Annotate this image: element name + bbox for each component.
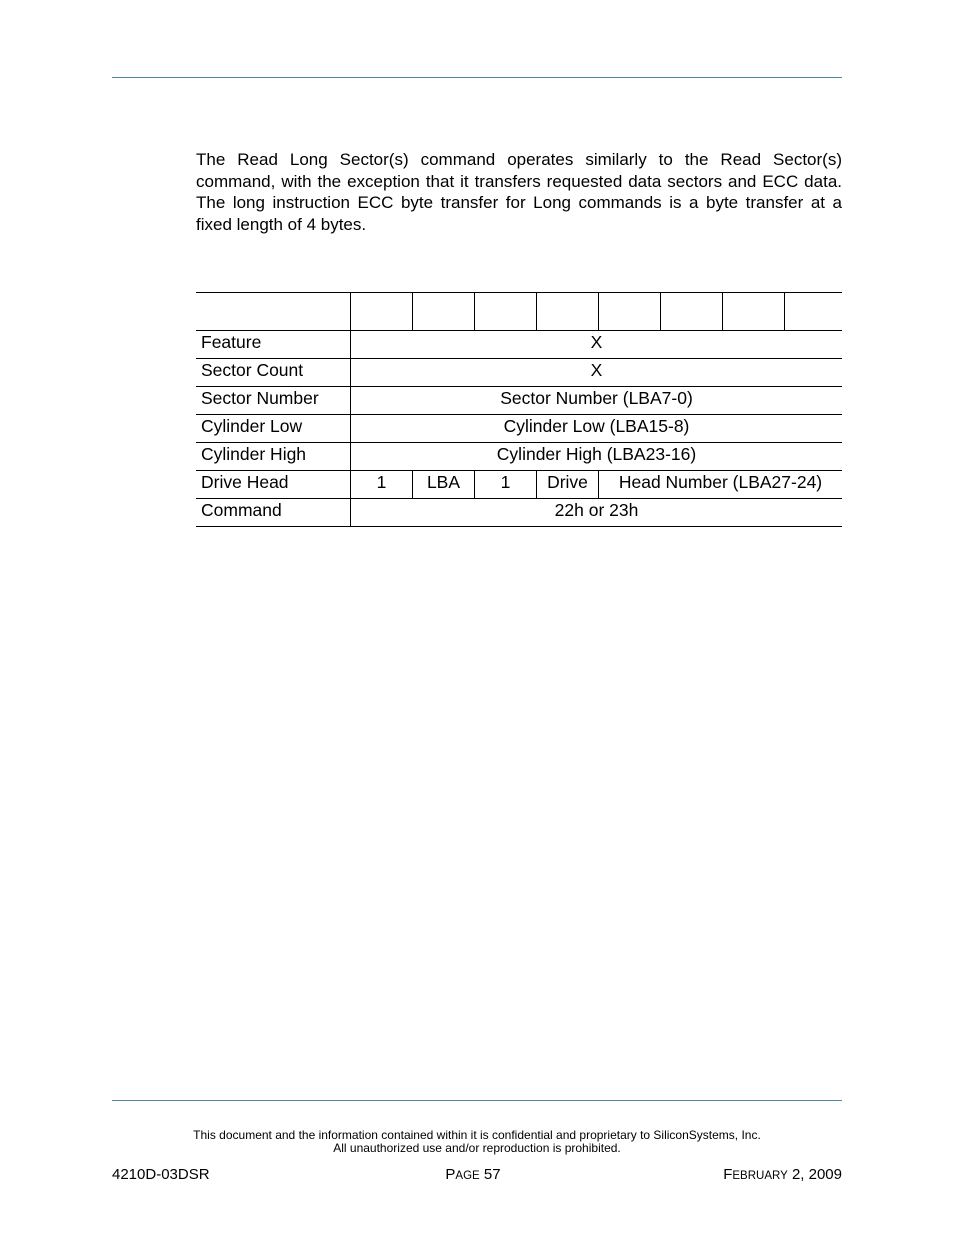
register-name: Sector Number — [196, 387, 351, 415]
document-date: FEBRUARY 2, 2009 — [723, 1166, 842, 1183]
head-number-value: Head Number (LBA27-24) — [599, 471, 843, 499]
register-value: 22h or 23h — [351, 499, 843, 527]
header-cell — [413, 293, 475, 331]
register-value: Sector Number (LBA7-0) — [351, 387, 843, 415]
header-cell — [723, 293, 785, 331]
footer-line — [112, 1166, 842, 1186]
header-rule — [112, 77, 842, 78]
bit6-value: LBA — [413, 471, 475, 499]
header-cell — [537, 293, 599, 331]
header-cell — [351, 293, 413, 331]
bit5-value: 1 — [475, 471, 537, 499]
register-value: Cylinder Low (LBA15-8) — [351, 415, 843, 443]
register-value: X — [351, 359, 843, 387]
confidentiality-notice: This document and the information contained within it is confidential and proprietary to SiliconSystems, Inc. — [193, 1128, 761, 1142]
register-name: Cylinder Low — [196, 415, 351, 443]
header-cell — [661, 293, 723, 331]
register-name: Drive Head — [196, 471, 351, 499]
bit7-value: 1 — [351, 471, 413, 499]
header-cell — [475, 293, 537, 331]
reproduction-notice: All unauthorized use and/or reproduction is prohibited. — [333, 1141, 621, 1155]
table-row — [196, 499, 842, 527]
document-id: 4210D-03DSR — [112, 1166, 210, 1183]
register-value: Cylinder High (LBA23-16) — [351, 443, 843, 471]
register-name: Sector Count — [196, 359, 351, 387]
footer-rule — [112, 1100, 842, 1101]
intro-paragraph: The Read Long Sector(s) command operates similarly to the Read Sector(s) command, with the exception that it transfers requested data sectors and ECC data. The long instruction ECC byte transfer for Long commands is a byte transfer at a fixed length of 4 bytes. — [196, 150, 842, 234]
register-value: X — [351, 331, 843, 359]
register-name: Cylinder High — [196, 443, 351, 471]
register-table — [196, 292, 842, 527]
table-row — [196, 331, 842, 359]
register-name: Command — [196, 499, 351, 527]
table-header-row — [196, 293, 842, 331]
header-cell — [599, 293, 661, 331]
table-row — [196, 359, 842, 387]
header-cell — [196, 293, 351, 331]
table-row-drive-head — [196, 471, 842, 499]
register-name: Feature — [196, 331, 351, 359]
bit4-value: Drive — [537, 471, 599, 499]
table-row — [196, 443, 842, 471]
table-row — [196, 415, 842, 443]
page-number: PAGE 57 — [445, 1166, 501, 1183]
table-row — [196, 387, 842, 415]
header-cell — [785, 293, 843, 331]
